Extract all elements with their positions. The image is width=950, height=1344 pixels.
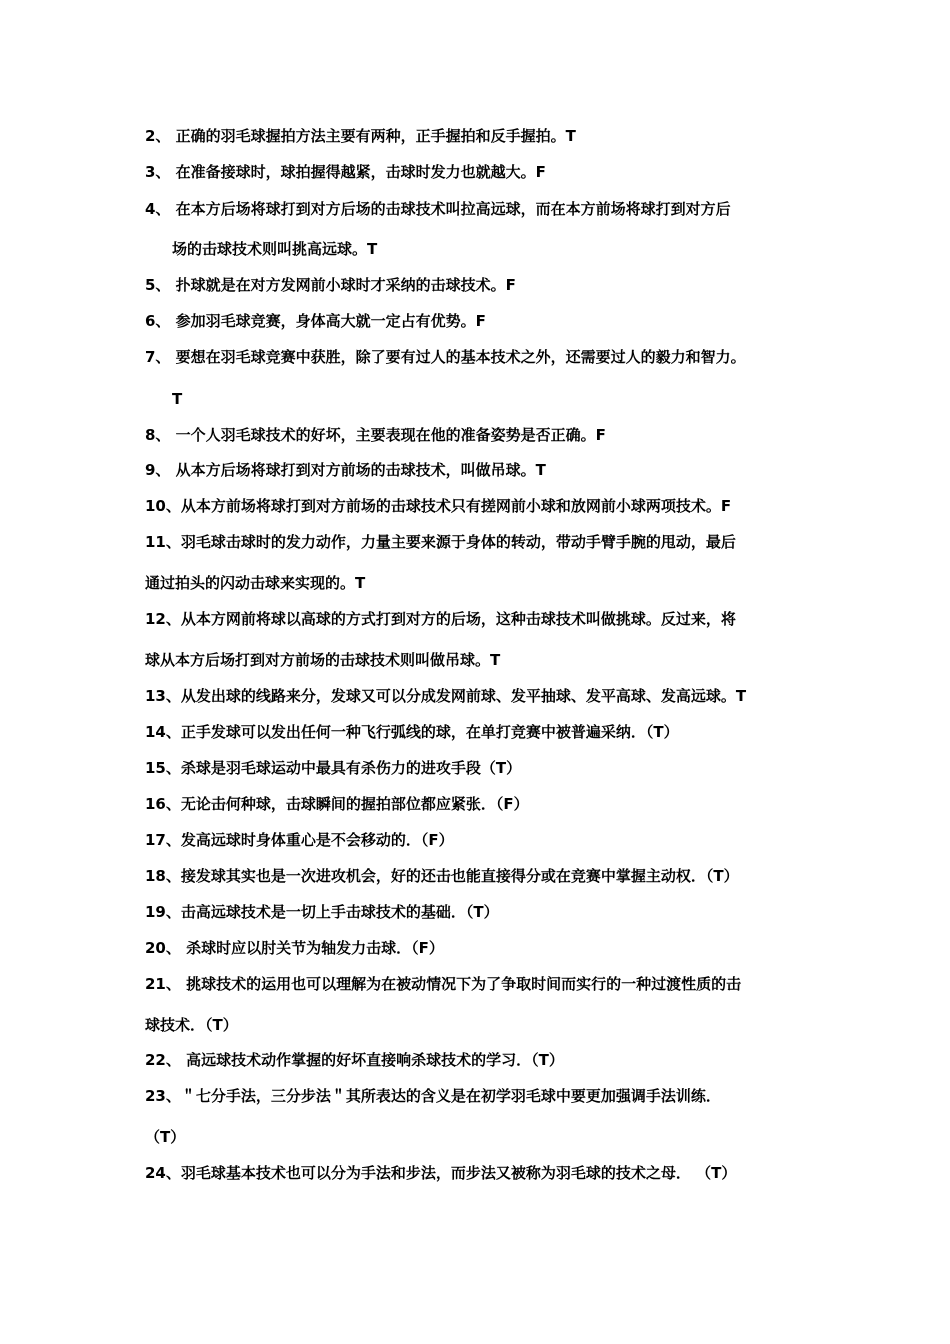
text-line-q12-cont: 球从本方后场打到对方前场的击球技术则叫做吊球。T [145, 651, 501, 669]
text-line-q4: 4、 在本方后场将球打到对方后场的击球技术叫拉高远球，而在本方前场将球打到对方后 [145, 200, 731, 218]
text-line-q7-cont: T [172, 390, 183, 408]
text-line-q18: 18、接发球其实也是一次进攻机会，好的还击也能直接得分或在竞赛中掌握主动权．（T） [145, 867, 739, 885]
text-line-q16: 16、无论击何种球，击球瞬间的握拍部位都应紧张．（F） [145, 795, 529, 813]
text-line-q9: 9、 从本方后场将球打到对方前场的击球技术，叫做吊球。T [145, 461, 546, 479]
text-line-q17: 17、发高远球时身体重心是不会移动的．（F） [145, 831, 454, 849]
text-line-q14: 14、正手发球可以发出任何一种飞行弧线的球，在单打竞赛中被普遍采纳．（T） [145, 723, 679, 741]
text-line-q4-cont: 场的击球技术则叫挑高远球。T [172, 240, 378, 258]
text-line-q5: 5、 扑球就是在对方发网前小球时才采纳的击球技术。F [145, 276, 516, 294]
text-line-q3: 3、 在准备接球时，球拍握得越紧，击球时发力也就越大。F [145, 163, 546, 181]
text-line-q12: 12、从本方网前将球以高球的方式打到对方的后场，这种击球技术叫做挑球。反过来，将 [145, 610, 736, 628]
text-line-q11-cont: 通过拍头的闪动击球来实现的。T [145, 574, 366, 592]
text-line-q20: 20、 杀球时应以肘关节为轴发力击球．（F） [145, 939, 444, 957]
text-line-q11: 11、羽毛球击球时的发力动作，力量主要来源于身体的转动，带动手臂手腕的甩动，最后 [145, 533, 736, 551]
text-line-q15: 15、杀球是羽毛球运动中最具有杀伤力的进攻手段（T） [145, 759, 522, 777]
text-line-q24: 24、羽毛球基本技术也可以分为手法和步法，而步法又被称为羽毛球的技术之母． （T） [145, 1164, 737, 1182]
text-line-q8: 8、 一个人羽毛球技术的好坏，主要表现在他的准备姿势是否正确。F [145, 426, 606, 444]
text-line-q21-cont: 球技术．（T） [145, 1016, 238, 1034]
text-line-q23: 23、＂七分手法，三分步法＂其所表达的含义是在初学羽毛球中要更加强调手法训练． [145, 1087, 721, 1105]
text-line-q6: 6、 参加羽毛球竞赛，身体高大就一定占有优势。F [145, 312, 486, 330]
text-line-q13: 13、从发出球的线路来分，发球又可以分成发网前球、发平抽球、发平高球、发高远球。T [145, 687, 747, 705]
text-line-q2: 2、 正确的羽毛球握拍方法主要有两种，正手握拍和反手握拍。T [145, 127, 576, 145]
text-line-q21: 21、 挑球技术的运用也可以理解为在被动情况下为了争取时间而实行的一种过渡性质的击 [145, 975, 742, 993]
text-line-q19: 19、击高远球技术是一切上手击球技术的基础．（T） [145, 903, 499, 921]
text-line-q23-cont: （T） [145, 1128, 186, 1146]
text-line-q22: 22、 高远球技术动作掌握的好坏直接响杀球技术的学习．（T） [145, 1051, 564, 1069]
text-line-q10: 10、从本方前场将球打到对方前场的击球技术只有搓网前小球和放网前小球两项技术。F [145, 497, 732, 515]
text-line-q7: 7、 要想在羽毛球竞赛中获胜，除了要有过人的基本技术之外，还需要过人的毅力和智力。 [145, 348, 746, 366]
